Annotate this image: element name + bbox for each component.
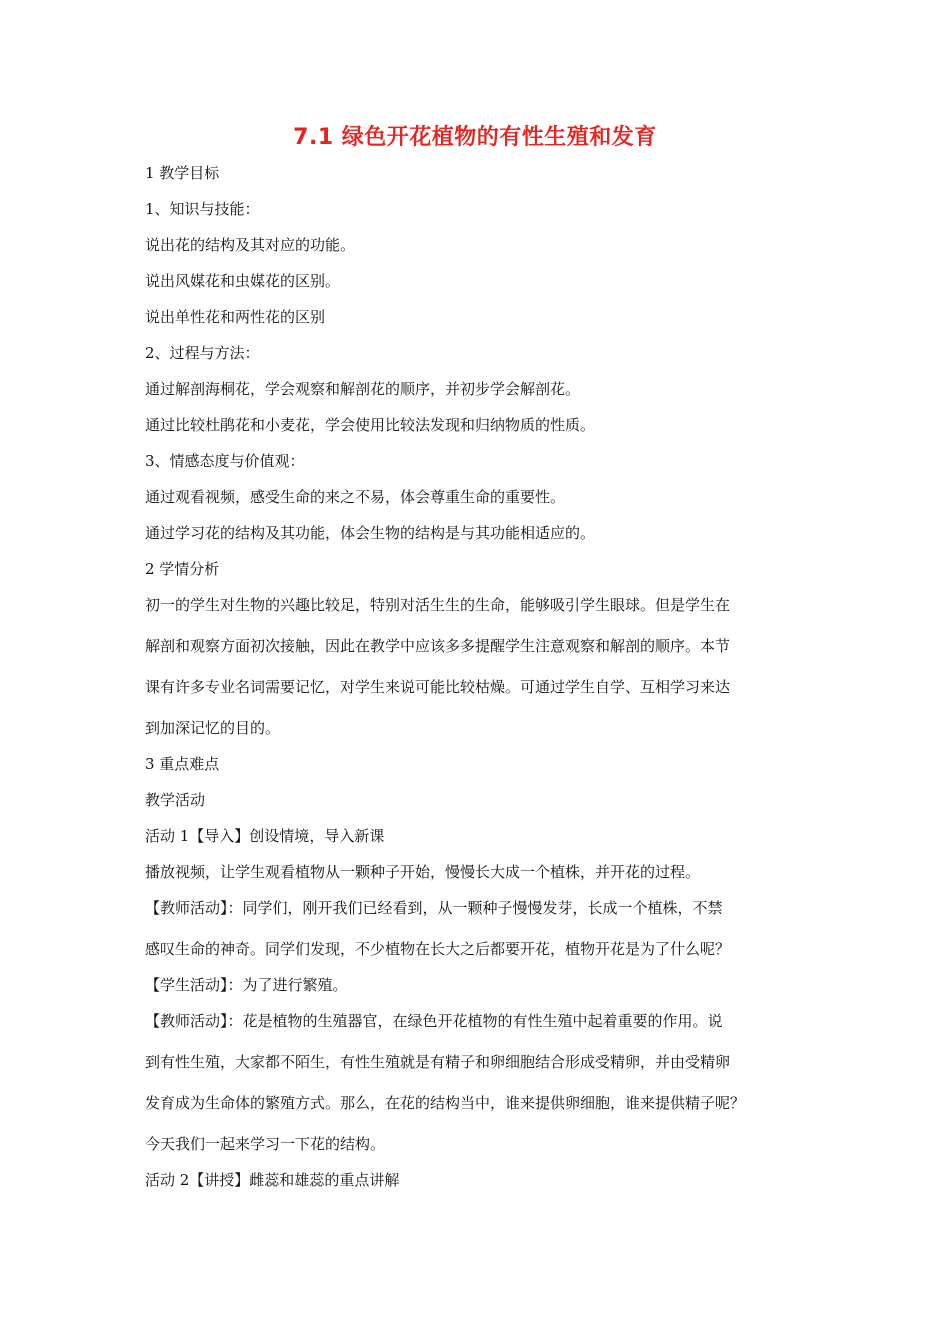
text-line: 2 学情分析 <box>145 560 220 578</box>
text-line: 活动 2【讲授】雌蕊和雄蕊的重点讲解 <box>145 1171 400 1189</box>
text-line: 【学生活动】：为了进行繁殖。 <box>145 976 348 994</box>
text-line: 今天我们一起来学习一下花的结构。 <box>145 1135 386 1153</box>
text-line: 3 重点难点 <box>145 755 220 773</box>
text-line: 播放视频，让学生观看植物从一颗种子开始，慢慢长大成一个植株，并开花的过程。 <box>145 863 701 881</box>
text-line: 说出花的结构及其对应的功能。 <box>145 236 356 254</box>
text-line: 发育成为生命体的繁殖方式。那么，在花的结构当中，谁来提供卵细胞，谁来提供精子呢？ <box>145 1094 746 1112</box>
text-line: 【教师活动】：同学们，刚开我们已经看到，从一颗种子慢慢发芽，长成一个植株，不禁 <box>145 899 723 917</box>
text-line: 1 教学目标 <box>145 164 220 182</box>
text-line: 3、情感态度与价值观： <box>145 452 305 470</box>
text-line: 教学活动 <box>145 791 206 809</box>
text-line: 1、知识与技能： <box>145 200 260 218</box>
text-line: 初一的学生对生物的兴趣比较足，特别对活生生的生命，能够吸引学生眼球。但是学生在 <box>145 596 731 614</box>
text-line: 解剖和观察方面初次接触，因此在教学中应该多多提醒学生注意观察和解剖的顺序。本节 <box>145 637 731 655</box>
text-line: 通过观看视频，感受生命的来之不易，体会尊重生命的重要性。 <box>145 488 566 506</box>
text-line: 感叹生命的神奇。同学们发现，不少植物在长大之后都要开花，植物开花是为了什么呢？ <box>145 940 731 958</box>
text-line: 【教师活动】：花是植物的生殖器官，在绿色开花植物的有性生殖中起着重要的作用。说 <box>145 1012 723 1030</box>
text-line: 说出风媒花和虫媒花的区别。 <box>145 272 341 290</box>
text-line: 2、过程与方法： <box>145 344 260 362</box>
text-line: 通过学习花的结构及其功能，体会生物的结构是与其功能相适应的。 <box>145 524 596 542</box>
text-line: 到加深记忆的目的。 <box>145 719 281 737</box>
text-line: 活动 1【导入】创设情境，导入新课 <box>145 827 385 845</box>
text-line: 通过比较杜鹃花和小麦花，学会使用比较法发现和归纳物质的性质。 <box>145 416 596 434</box>
text-line: 说出单性花和两性花的区别 <box>145 308 326 326</box>
document-title: 7.1 绿色开花植物的有性生殖和发育 <box>293 125 657 150</box>
text-line: 课有许多专业名词需要记忆，对学生来说可能比较枯燥。可通过学生自学、互相学习来达 <box>145 678 731 696</box>
text-line: 通过解剖海桐花，学会观察和解剖花的顺序，并初步学会解剖花。 <box>145 380 581 398</box>
text-line: 到有性生殖，大家都不陌生，有性生殖就是有精子和卵细胞结合形成受精卵，并由受精卵 <box>145 1053 731 1071</box>
